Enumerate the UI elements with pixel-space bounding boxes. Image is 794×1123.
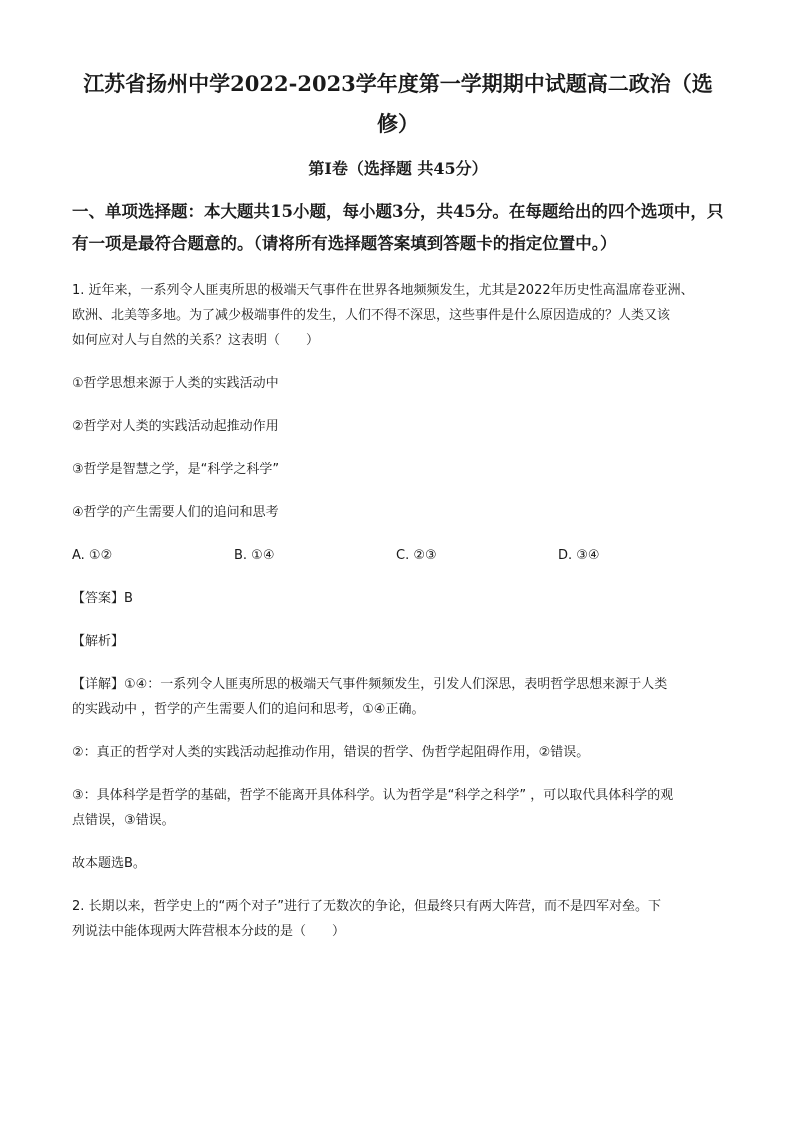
q1-stem-line3: 如何应对人与自然的关系？这表明（ ） [72,333,320,348]
q1-option-c: C. ②③ [396,548,437,563]
q1-option-a: A. ①② [72,548,113,563]
q1-statement-1: ①哲学思想来源于人类的实践活动中 [72,376,279,391]
document-page [72,64,724,944]
exam-title [72,64,724,144]
q1-statement-4: ④哲学的产生需要人们的追问和思考 [72,505,279,520]
question-1-stem [72,278,724,353]
q1-stem-line2: 欧洲、北美等多地。为了减少极端事件的发生，人们不得不深思，这些事件是什么原因造成的？人类又该 [72,308,671,323]
q1-option-b: B. ①④ [234,548,275,563]
section-heading-line1: 一、单项选择题：本大题共15小题，每小题3分，共45分。在每题给出的四个选项中，只 [72,202,724,221]
q1-detail-1 [72,672,724,722]
q1-options [72,543,724,568]
q1-conclusion: 故本题选B。 [72,856,146,871]
q2-stem-line1: 2. 长期以来，哲学史上的“两个对子”进行了无数次的争论，但最终只有两大阵营，而不是四军对垒。下 [72,899,662,914]
q1-detail-3 [72,783,724,833]
q1-stem-line1: 1. 近年来，一系列令人匪夷所思的极端天气事件在世界各地频频发生，尤其是2022年历史性高温席卷亚洲、 [72,283,694,298]
q1-detail-3-line1: ③：具体科学是哲学的基础，哲学不能离开具体科学。认为哲学是“科学之科学” ，可以取代具体科学的观 [72,788,674,803]
section-heading-line2: 有一项是最符合题意的。（请将所有选择题答案填到答题卡的指定位置中。） [72,234,617,253]
section-heading [72,196,724,260]
q1-option-d: D. ③④ [558,548,600,563]
q1-detail-2: ②：真正的哲学对人类的实践活动起推动作用，错误的哲学、伪哲学起阻碍作用，②错误。 [72,745,590,760]
exam-title-line2: 修） [377,111,419,136]
q1-statement-2: ②哲学对人类的实践活动起推动作用 [72,419,279,434]
q1-statement-3: ③哲学是智慧之学，是“科学之科学” [72,462,280,477]
q1-detail-1-line1: 【详解】①④：一系列令人匪夷所思的极端天气事件频频发生，引发人们深思，表明哲学思想来源于人类 [72,677,668,692]
q1-detail-3-line2: 点错误，③错误。 [72,813,175,828]
q2-stem-line2: 列说法中能体现两大阵营根本分歧的是（ ） [72,924,346,939]
q1-analysis-label: 【解析】 [72,634,125,649]
q1-detail-1-line2: 的实践动中 ，哲学的产生需要人们的追问和思考，①④正确。 [72,702,425,717]
q1-answer: 【答案】B [72,591,133,606]
exam-title-line1: 江苏省扬州中学2022-2023学年度第一学期期中试题高二政治（选 [83,71,713,96]
question-2-stem [72,894,724,944]
part-title: 第Ⅰ卷（选择题 共45分） [308,159,488,178]
